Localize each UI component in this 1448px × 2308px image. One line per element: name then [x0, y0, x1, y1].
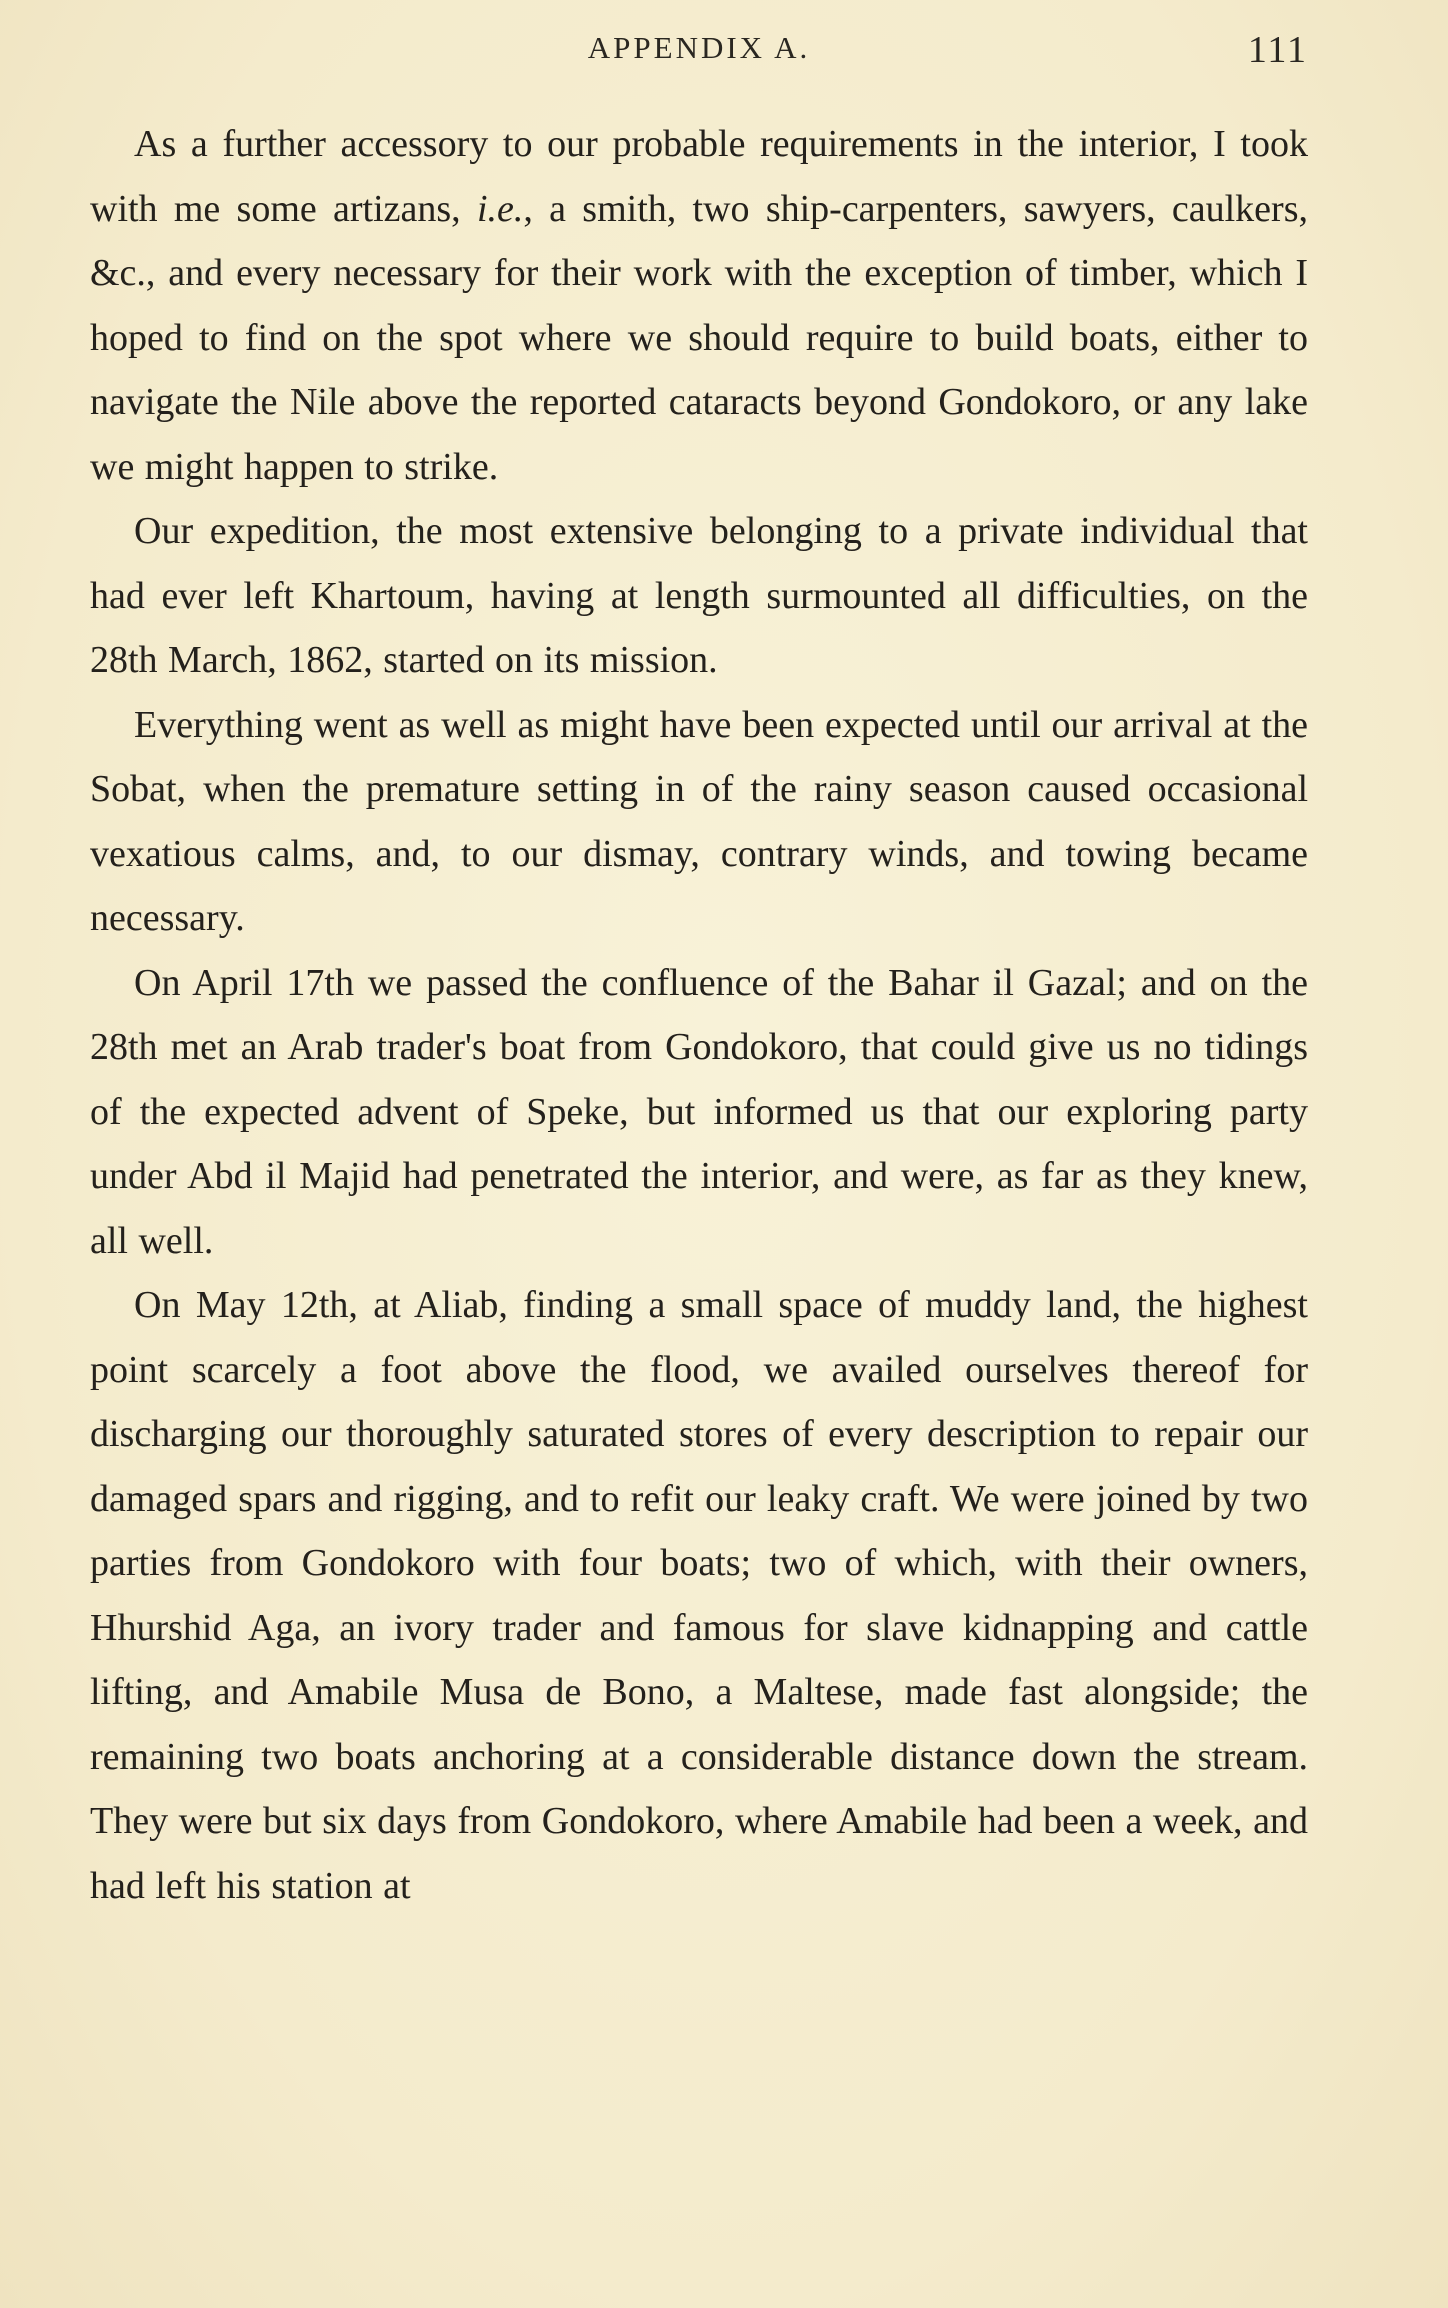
paragraph-expedition: Our expedition, the most extensive belonging to a private individual that had ever left Khartoum, having at length surmounted all difficulties, on the 28th March, 1862, started on its mission.: [90, 510, 1308, 681]
paragraph-text: As a further accessory to our probable requirements in the interior, I took with me some artizans,: [90, 123, 1308, 230]
body-text: [90, 112, 1308, 1918]
paragraph-april: On April 17th we passed the confluence of the Bahar il Gazal; and on the 28th met an Arab trader's boat from Gondokoro, that could give us no tidings of the expected advent of Speke, but informed us that our exploring party under Abd il Majid had penetrated the interior, and were, as far as they knew, all well.: [90, 961, 1308, 1262]
page-number: 111: [1247, 29, 1308, 71]
paragraph-sobat: Everything went as well as might have been expected until our arrival at the Sobat, when the premature setting in of the rainy season caused occasional vexatious calms, and, to our dismay, contrary winds, and towing became necessary.: [90, 703, 1308, 939]
paragraph-artizans: [90, 112, 1308, 499]
running-header: [90, 30, 1308, 74]
paragraph-may: On May 12th, at Aliab, finding a small space of muddy land, the highest point scarcely a foot above the flood, we availed ourselves thereof for discharging our thoroughly saturated stores of every description to repair our damaged spars and rigging, and to refit our leaky craft. We were joined by two parties from Gondokoro with four boats; two of which, with their owners, Hhurshid Aga, an ivory trader and famous for slave kidnapping and cattle lifting, and Amabile Musa de Bono, a Maltese, made fast alongside; the remaining two boats anchoring at a considerable distance down the stream. They were but six days from Gondokoro, where Amabile had been a week, and had left his station at: [90, 1284, 1308, 1907]
appendix-title: APPENDIX A.: [587, 30, 811, 65]
paragraph-text: , a smith, two ship-carpenters, sawyers, caulkers, &c., and every necessary for their work with the exception of timber, which I hoped to find on the spot where we should require to build boats, either to navigate the Nile above the reported cataracts beyond Gondokoro, or any lake we might happen to strike.: [90, 187, 1308, 488]
italic-abbreviation: i.e.: [476, 187, 524, 230]
